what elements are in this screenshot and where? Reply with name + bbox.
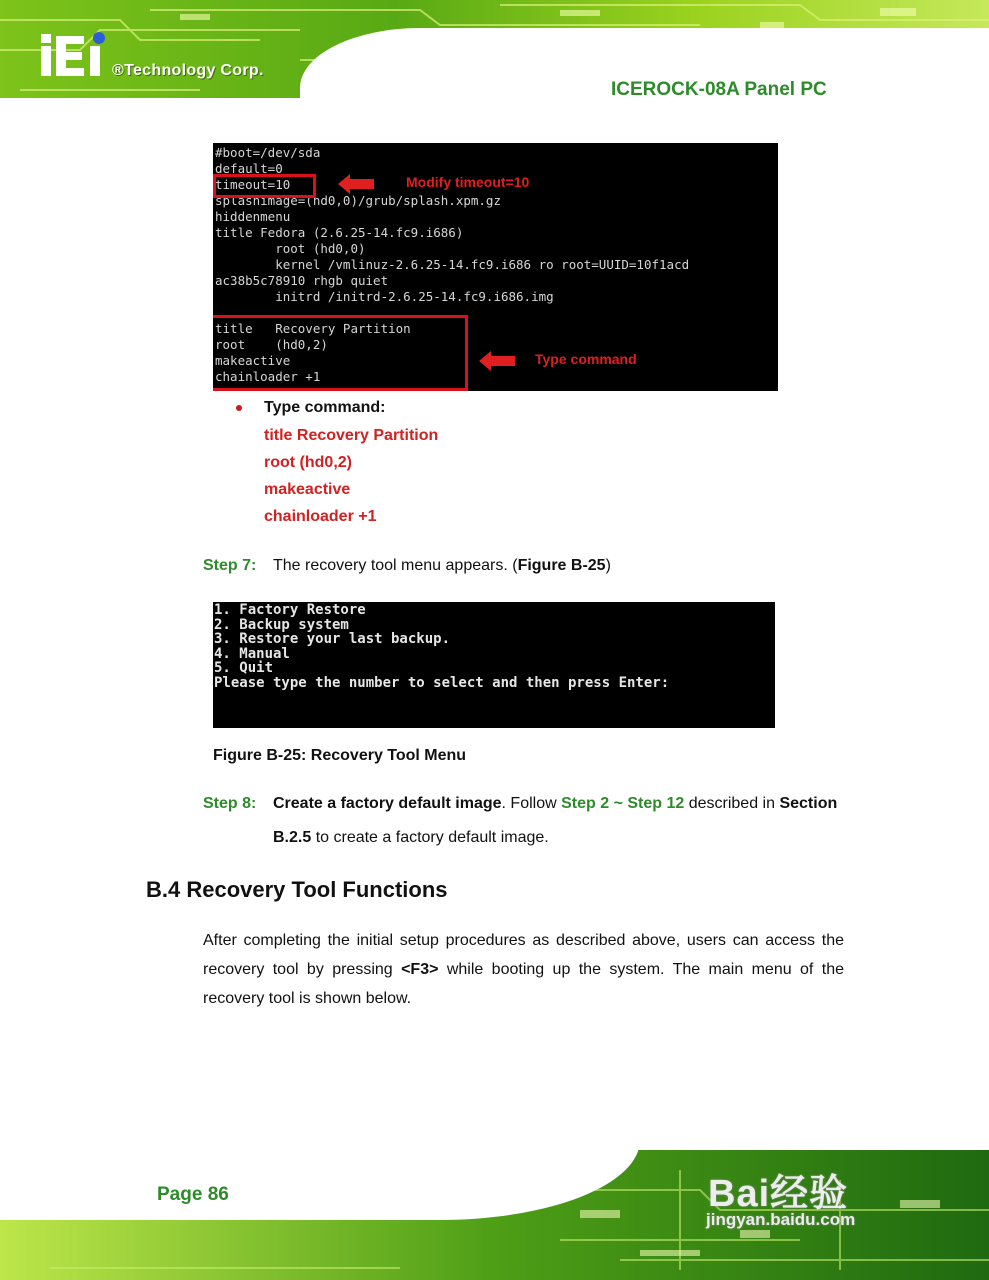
menu-line: 1. Factory Restore [214, 602, 366, 618]
header-white-strip [0, 98, 420, 120]
step-2-link[interactable]: Step 2 [561, 795, 610, 812]
menu-line: 2. Backup system [214, 616, 349, 633]
menu-line: 5. Quit [214, 660, 274, 677]
note-command: root (hd0,2) [264, 454, 352, 471]
terminal-line: title Fedora (2.6.25-14.fc9.i686) [215, 225, 464, 240]
terminal-line: #boot=/dev/sda [215, 145, 321, 160]
timeout-highlight-box [213, 174, 316, 198]
terminal-line: hiddenmenu [215, 209, 291, 224]
note-command: title Recovery Partition [264, 427, 439, 444]
terminal-line: splashimage=(hd0,0)/grub/splash.xpm.gz [215, 193, 501, 208]
step-8-label: Step 8: [203, 795, 257, 812]
step-7-text [273, 557, 611, 575]
recovery-entry-highlight-box [213, 315, 468, 391]
figure-reference-link[interactable]: Figure B-25 [517, 557, 606, 574]
watermark-logo-text: Bai经验 [708, 1173, 849, 1215]
key-f3: <F3> [401, 961, 439, 978]
terminal-line: chainloader +1 [215, 369, 321, 384]
terminal-line: initrd /initrd-2.6.25-14.fc9.i686.img [215, 289, 554, 304]
step-8-text-line1 [273, 795, 837, 813]
section-word: Section [779, 795, 838, 812]
step-8-text: described in [684, 795, 780, 812]
type-command-annotation: Type command [535, 351, 637, 367]
terminal-line: title Recovery Partition [215, 321, 411, 336]
recovery-menu-screenshot [213, 602, 775, 728]
terminal-line: timeout=10 [215, 177, 291, 192]
section-heading: B.4 Recovery Tool Functions [146, 877, 448, 902]
section-reference-link[interactable]: B.2.5 [273, 829, 312, 846]
menu-line: 4. Manual [214, 645, 290, 662]
paragraph-text: After completing the initial setup procedures as described above, users can access the recovery tool by pressing [203, 932, 844, 978]
bullet-icon [236, 405, 242, 411]
step-7-label: Step 7: [203, 557, 257, 574]
step-range-tilde: ~ [609, 795, 628, 812]
menu-line: 3. Restore your last backup. [214, 631, 451, 648]
figure-caption: Figure B-25: Recovery Tool Menu [213, 747, 467, 764]
header-banner [0, 0, 989, 120]
page-number: Page 86 [157, 1184, 229, 1205]
step-7-close: ) [605, 557, 611, 574]
step-8-text: to create a factory default image. [311, 829, 549, 846]
body-paragraph [203, 926, 844, 1013]
arrow-left-icon [350, 179, 374, 189]
terminal-line: root (hd0,0) [215, 241, 366, 256]
step-8-lead: Create a factory default image [273, 795, 502, 812]
terminal-line: ac38b5c78910 rhgb quiet [215, 273, 389, 288]
terminal-line: kernel /vmlinuz-2.6.25-14.fc9.i686 ro root=UUID=10f1acd [215, 257, 690, 272]
step-7-body: The recovery tool menu appears. ( [273, 557, 518, 574]
step-8-text: . Follow [501, 795, 562, 812]
terminal-line: root (hd0,2) [215, 337, 328, 352]
terminal-line: makeactive [215, 353, 291, 368]
document-title: ICEROCK-08A Panel PC [611, 79, 827, 100]
step-8-text-line2 [273, 829, 549, 847]
watermark-url: jingyan.baidu.com [706, 1210, 856, 1229]
note-heading: Type command: [264, 399, 386, 416]
step-12-link[interactable]: Step 12 [627, 795, 685, 812]
grub-config-screenshot [213, 143, 778, 391]
note-command: chainloader +1 [264, 508, 377, 525]
terminal-line: default=0 [215, 161, 283, 176]
timeout-annotation: Modify timeout=10 [406, 174, 530, 190]
arrow-left-icon [491, 356, 515, 366]
menu-line: Please type the number to select and then press Enter: [214, 675, 670, 691]
paragraph-text: while booting up the system. The main menu of the recovery tool is shown below. [203, 961, 844, 1007]
company-name: ®Technology Corp. [112, 62, 264, 79]
iei-logo [38, 30, 112, 80]
note-command: makeactive [264, 481, 351, 498]
